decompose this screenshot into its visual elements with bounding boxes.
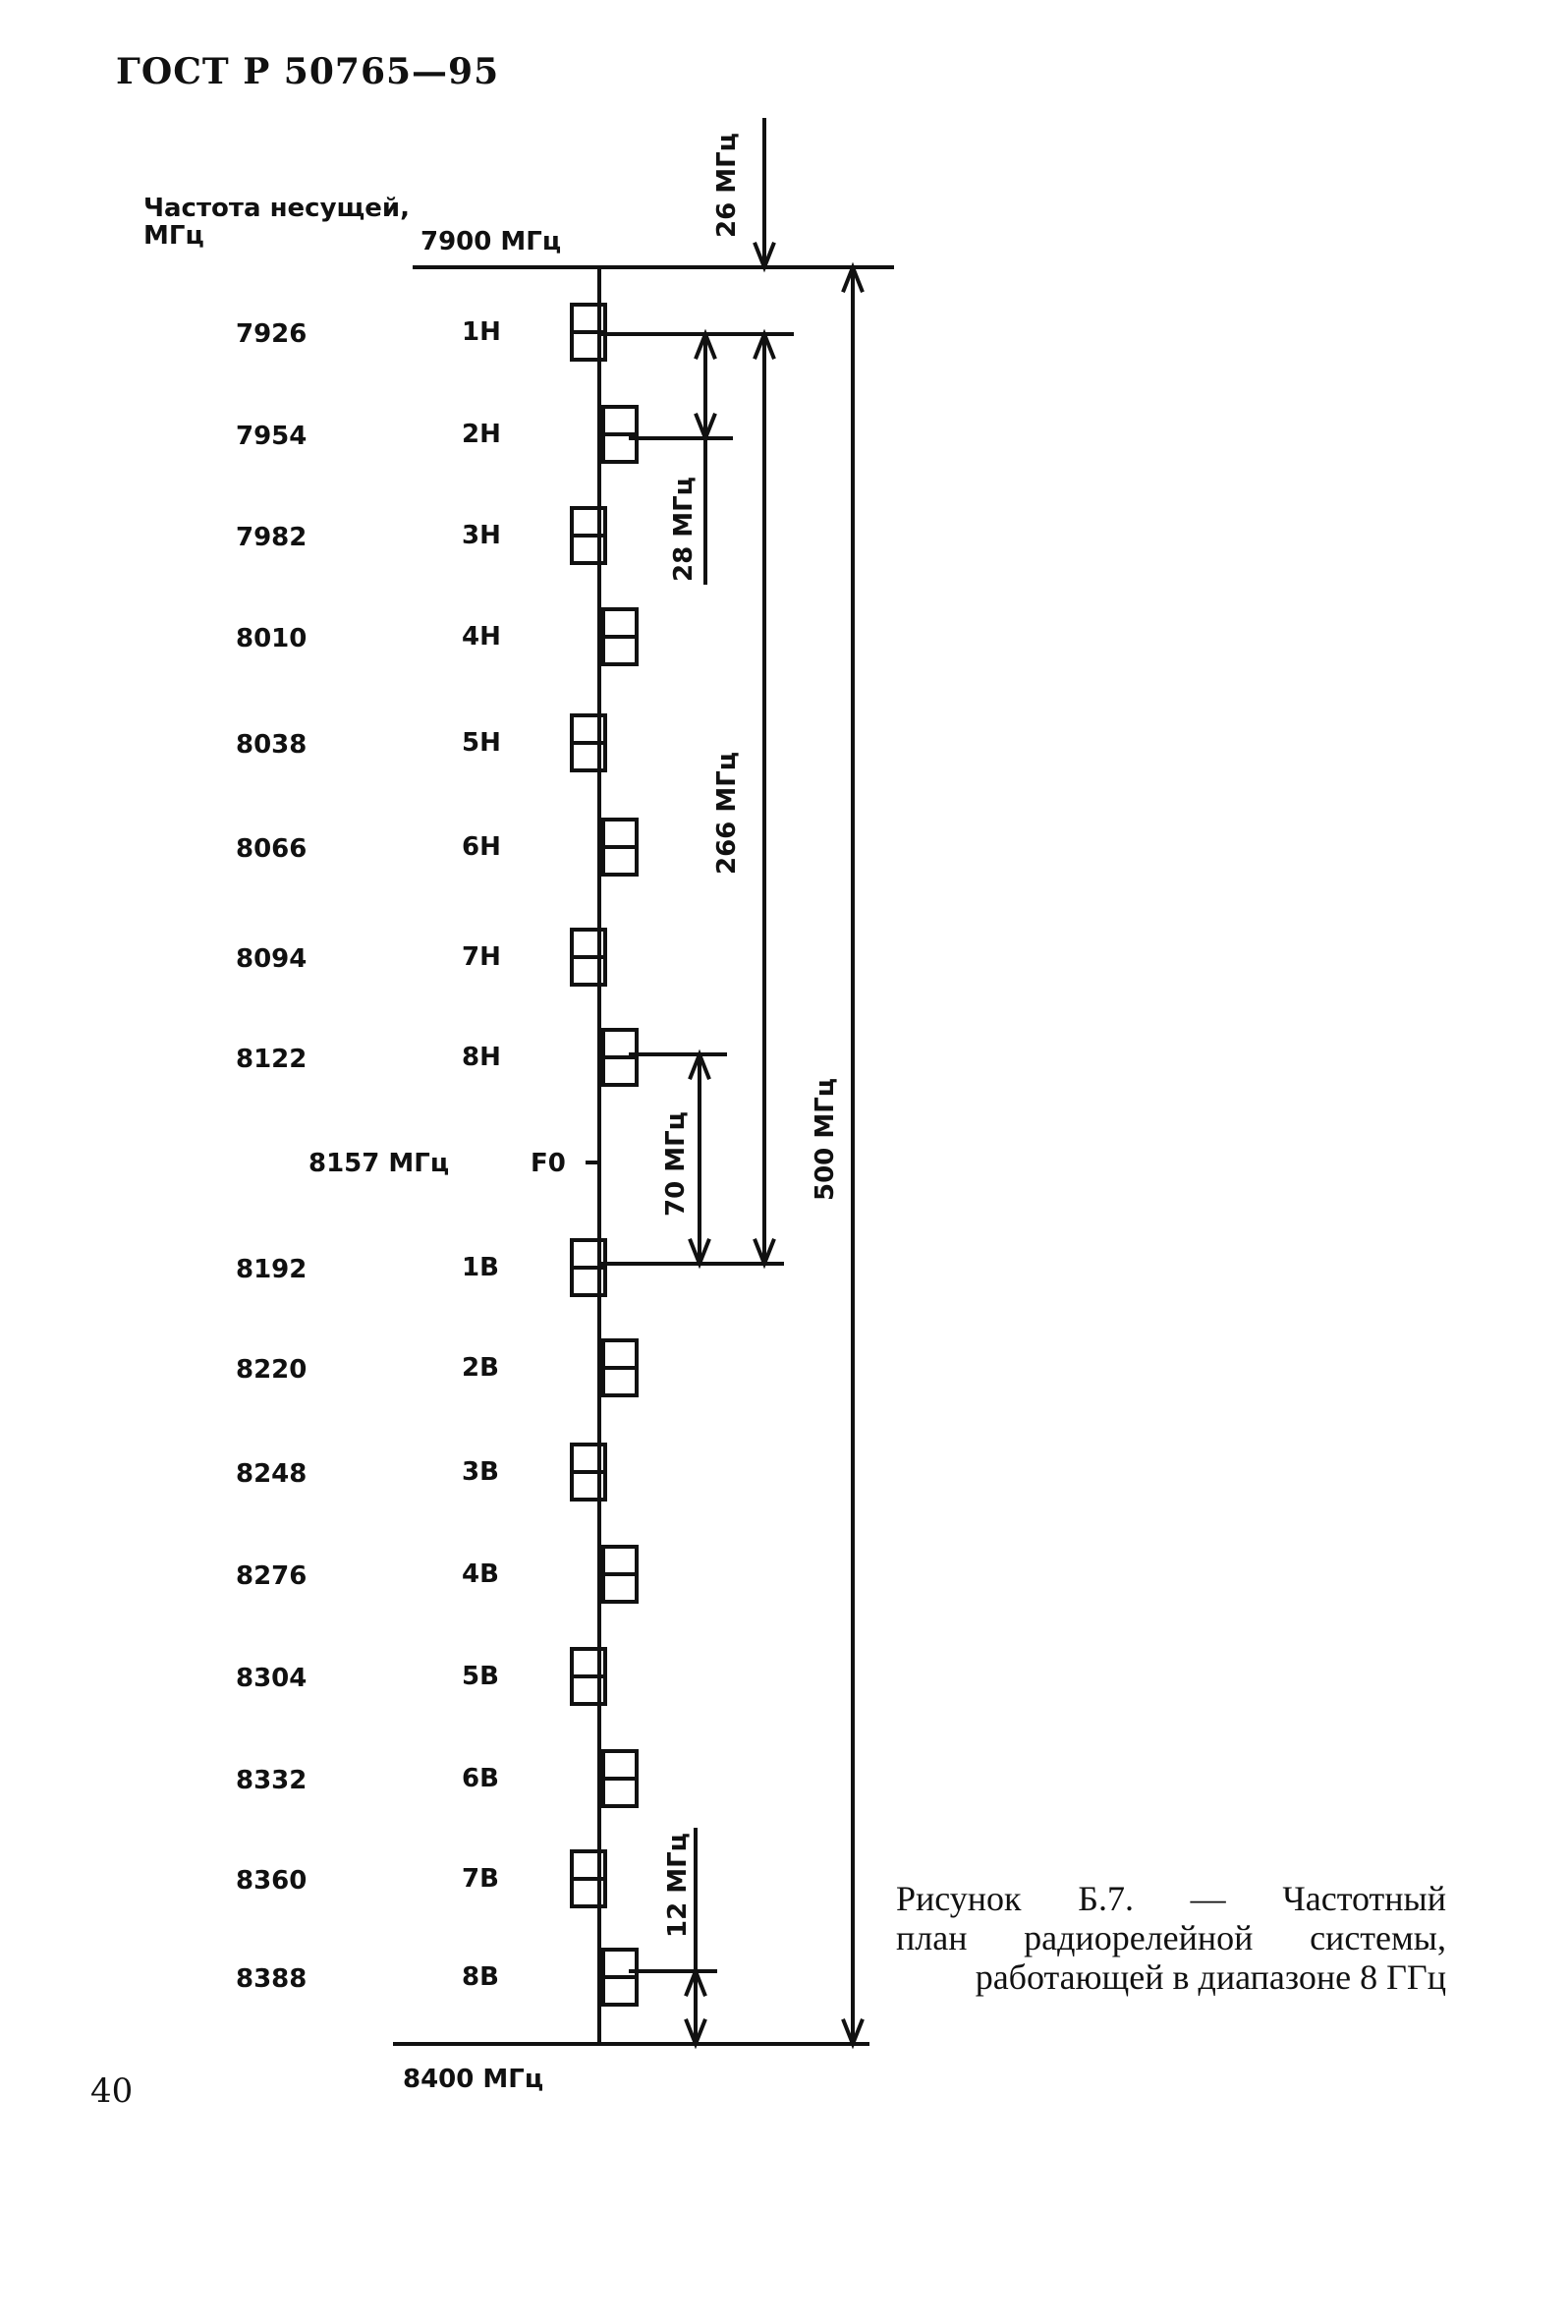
channel-frequency-label: 8192 (236, 1255, 308, 1284)
channel-frequency-label: 8094 (236, 944, 308, 974)
caption-word: Частотный (1282, 1879, 1446, 1918)
figure-caption (896, 1879, 1446, 1997)
dimension-266-label: 266 МГц (712, 751, 742, 875)
channel-name-label: 7Н (462, 942, 501, 972)
column-title-line2: МГц (143, 221, 204, 251)
channel-name-label: 2Н (462, 420, 501, 449)
channel-frequency-label: 8388 (236, 1964, 308, 1994)
channel-frequency-label: 8332 (236, 1766, 308, 1795)
channel-name-label: 4В (462, 1559, 499, 1589)
document-header: ГОСТ Р 50765—95 (116, 51, 500, 92)
channel-frequency-label: 8220 (236, 1355, 308, 1385)
channel-markers (572, 305, 637, 2005)
channel-marker-8Н (603, 1030, 637, 1085)
caption-word: системы, (1310, 1918, 1446, 1957)
dimension-12-label: 12 МГц (663, 1833, 693, 1938)
channel-frequency-label: 8248 (236, 1459, 308, 1489)
caption-word: Б.7. (1078, 1879, 1134, 1918)
channel-name-label: 3Н (462, 521, 501, 550)
channel-frequency-label: 8038 (236, 730, 308, 760)
channel-marker-8В (603, 1950, 637, 2005)
dimension-500-label: 500 МГц (811, 1077, 840, 1201)
caption-word: радиорелейной (1024, 1918, 1254, 1957)
channel-name-label: 7В (462, 1864, 499, 1894)
caption-word: план (896, 1918, 968, 1957)
column-title-line1: Частота несущей, (143, 194, 410, 223)
channel-marker-4В (603, 1547, 637, 1602)
channel-name-label: 1В (462, 1253, 499, 1282)
channel-name-label: 1Н (462, 317, 501, 347)
dimension-70-label: 70 МГц (661, 1111, 691, 1217)
channel-name-label: 8В (462, 1962, 499, 1992)
center-frequency-label: 8157 МГц (308, 1149, 450, 1178)
channel-frequency-label: 7954 (236, 422, 308, 451)
channel-marker-4Н (603, 609, 637, 664)
dimension-26-label: 26 МГц (712, 133, 742, 238)
channel-name-label: 5В (462, 1662, 499, 1691)
caption-line-2 (896, 1918, 1446, 1957)
dimension-28-label: 28 МГц (669, 477, 699, 582)
caption-line-1 (896, 1879, 1446, 1918)
band-edge-top-label: 7900 МГц (420, 227, 562, 256)
channel-name-label: 5Н (462, 728, 501, 758)
channel-frequency-label: 7982 (236, 523, 308, 552)
band-edge-bottom-label: 8400 МГц (403, 2065, 544, 2094)
center-frequency-name: F0 (531, 1149, 566, 1178)
channel-marker-2Н (603, 407, 637, 462)
channel-frequency-label: 8066 (236, 834, 308, 864)
channel-name-label: 2В (462, 1353, 499, 1383)
caption-word: — (1190, 1879, 1226, 1918)
channel-name-label: 6В (462, 1764, 499, 1793)
caption-line-3: работающей в диапазоне 8 ГГц (975, 1957, 1446, 1997)
channel-name-label: 4Н (462, 622, 501, 652)
channel-frequency-label: 8010 (236, 624, 308, 653)
channel-frequency-label: 8122 (236, 1045, 308, 1074)
page-number: 40 (90, 2071, 134, 2111)
channel-frequency-label: 8360 (236, 1866, 308, 1896)
channel-marker-6В (603, 1751, 637, 1806)
channel-name-label: 8Н (462, 1043, 501, 1072)
caption-word: Рисунок (896, 1879, 1022, 1918)
channel-frequency-label: 8304 (236, 1664, 308, 1693)
channel-marker-2В (603, 1340, 637, 1395)
channel-name-label: 3В (462, 1457, 499, 1487)
channel-frequency-label: 8276 (236, 1561, 308, 1591)
channel-marker-6Н (603, 820, 637, 875)
channel-frequency-label: 7926 (236, 319, 308, 349)
channel-name-label: 6Н (462, 832, 501, 862)
